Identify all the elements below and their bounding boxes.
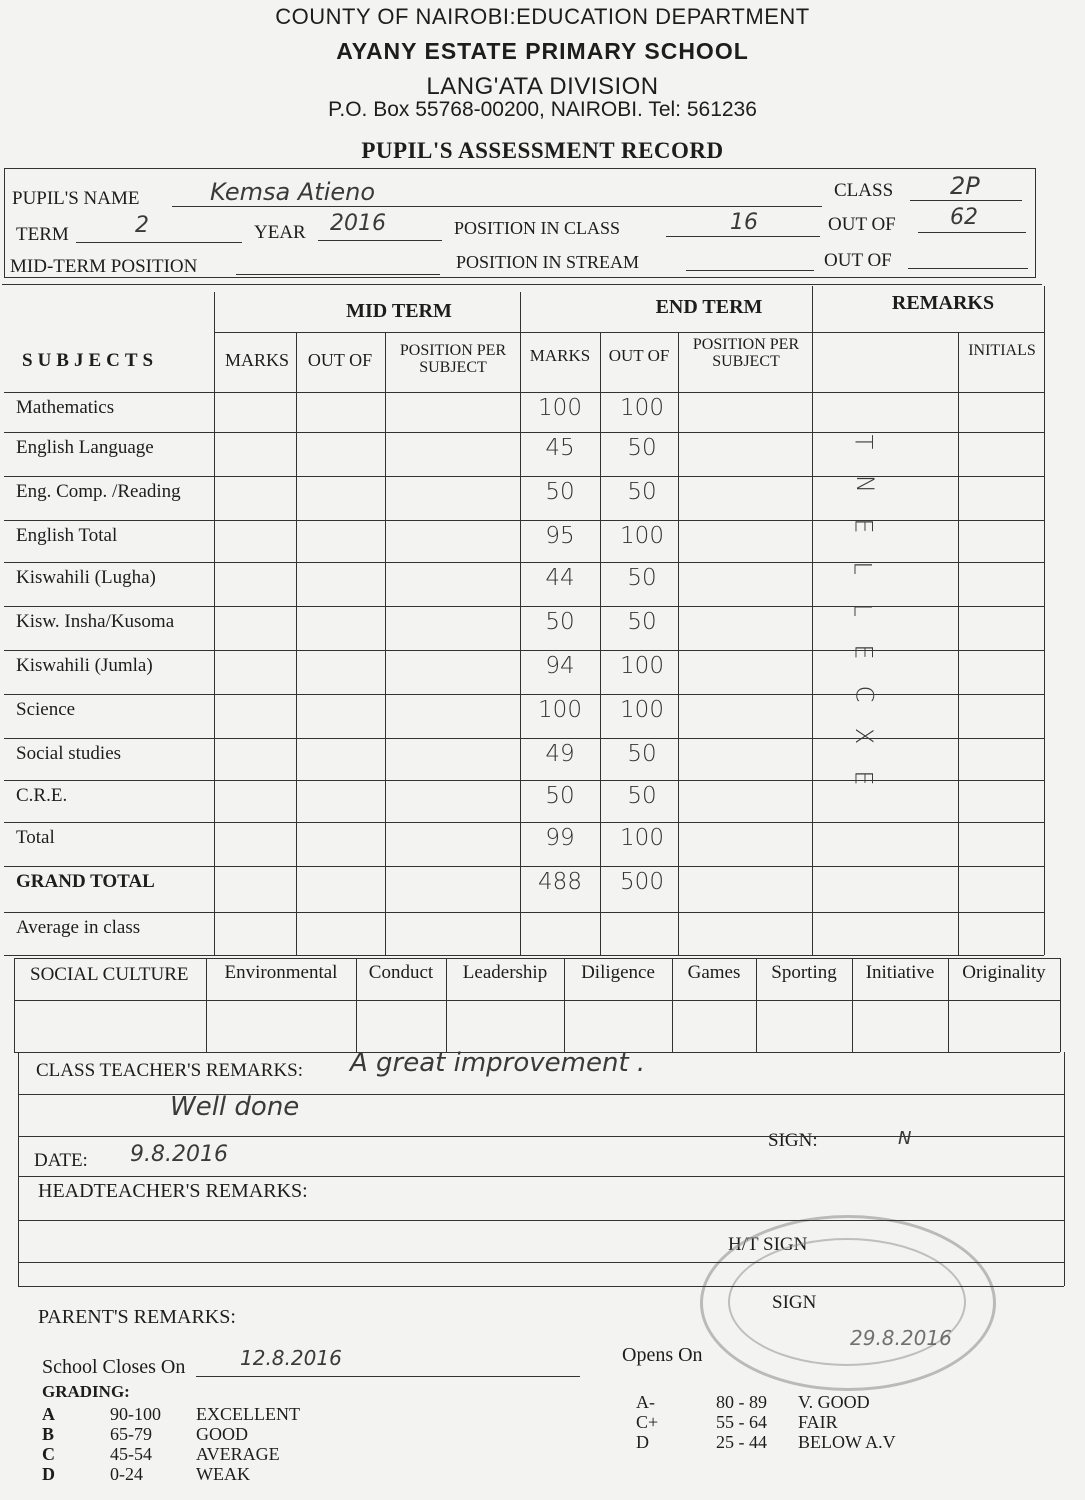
class-label: CLASS xyxy=(834,180,894,201)
table-row-line xyxy=(4,606,1044,607)
remark-letter-7: X xyxy=(850,727,879,745)
table-row-line xyxy=(4,650,1044,651)
grade-range-r-1: 55 - 64 xyxy=(716,1412,767,1432)
table-row-line xyxy=(4,476,1044,477)
table-row-line xyxy=(4,694,1044,695)
subject-2: Eng. Comp. /Reading xyxy=(16,481,181,502)
end-outof-7: 100 xyxy=(620,697,664,723)
end-marks-header: MARKS xyxy=(529,346,591,365)
remark-letter-8: E xyxy=(849,770,878,786)
subject-10: Total xyxy=(16,827,55,848)
end-outof-10: 100 xyxy=(620,825,664,851)
position-in-class-value: 16 xyxy=(730,210,758,235)
subject-3: English Total xyxy=(16,525,118,546)
class-teacher-remarks-label: CLASS TEACHER'S REMARKS: xyxy=(36,1060,304,1081)
social-culture-label: SOCIAL CULTURE xyxy=(30,964,189,985)
end-outof-0: 100 xyxy=(620,395,664,421)
mid-term-position-label: MID-TERM POSITION xyxy=(10,256,198,277)
grading-label: GRADING: xyxy=(42,1382,130,1401)
term-label: TERM xyxy=(16,224,69,245)
social-col-7: Originality xyxy=(962,962,1046,983)
remarks-line xyxy=(18,1286,1064,1287)
grade-desc-3: WEAK xyxy=(196,1464,250,1484)
remarks-line xyxy=(18,1136,1064,1137)
social-bottom-line xyxy=(14,1052,1060,1053)
end-position-line1: POSITION PER xyxy=(692,336,800,353)
grade-letter-r-1: C+ xyxy=(636,1412,659,1432)
end-marks-5: 50 xyxy=(545,609,575,635)
end-marks-6: 94 xyxy=(545,653,575,679)
table-row-line xyxy=(4,955,1044,956)
division: LANG'ATA DIVISION xyxy=(426,73,659,100)
remark-letter-6: C xyxy=(850,685,879,703)
table-vline xyxy=(296,332,297,955)
subject-0: Mathematics xyxy=(16,397,115,418)
grade-range-2: 45-54 xyxy=(110,1444,152,1464)
grade-range-r-2: 25 - 44 xyxy=(716,1432,767,1452)
date-value: 9.8.2016 xyxy=(130,1142,228,1167)
subject-6: Kiswahili (Jumla) xyxy=(16,655,153,676)
table-vline xyxy=(385,332,386,955)
year-label: YEAR xyxy=(254,222,306,243)
table-row-line xyxy=(4,780,1044,781)
table-row-line xyxy=(4,432,1044,433)
school-closes-value: 12.8.2016 xyxy=(240,1346,342,1370)
table-row-line xyxy=(4,392,1044,393)
social-col-5: Sporting xyxy=(771,962,837,983)
grade-desc-2: AVERAGE xyxy=(196,1444,280,1464)
table-vline xyxy=(958,332,959,955)
grade-range-r-0: 80 - 89 xyxy=(716,1392,767,1412)
subject-5: Kisw. Insha/Kusoma xyxy=(16,611,175,632)
remark-letter-4: L xyxy=(848,603,877,617)
social-vline xyxy=(1060,958,1061,1052)
end-position-line2: SUBJECT xyxy=(712,353,780,370)
county-title: COUNTY OF NAIROBI:EDUCATION DEPARTMENT xyxy=(275,4,810,29)
pupil-name-value: Kemsa Atieno xyxy=(210,178,376,206)
out-of-stream-label: OUT OF xyxy=(824,250,892,271)
grade-range-3: 0-24 xyxy=(110,1464,143,1484)
table-top-border xyxy=(2,284,1042,285)
year-value: 2016 xyxy=(330,211,386,236)
remarks-line xyxy=(18,1262,1064,1263)
table-row-line xyxy=(4,822,1044,823)
position-in-class-label: POSITION IN CLASS xyxy=(454,218,621,238)
subject-9: C.R.E. xyxy=(16,785,68,806)
term-value: 2 xyxy=(135,213,149,238)
initials-header: INITIALS xyxy=(968,342,1036,359)
social-col-4: Games xyxy=(687,962,741,983)
end-marks-0: 100 xyxy=(538,395,582,421)
social-top-line xyxy=(14,958,1060,959)
remark-letter-0: T xyxy=(849,434,878,450)
end-marks-1: 45 xyxy=(545,435,575,461)
table-row-line xyxy=(4,866,1044,867)
end-marks-9: 50 xyxy=(545,783,575,809)
end-position-header xyxy=(678,336,814,370)
end-outof-8: 50 xyxy=(627,741,657,767)
remarks-header: REMARKS xyxy=(891,292,995,314)
end-marks-2: 50 xyxy=(545,479,575,505)
end-term-header: END TERM xyxy=(655,296,763,318)
end-marks-10: 99 xyxy=(545,825,575,851)
social-vline xyxy=(14,958,15,1052)
grade-desc-r-2: BELOW A.V xyxy=(798,1432,896,1452)
table-row-line xyxy=(4,562,1044,563)
class-teacher-remark-line2: Well done xyxy=(170,1092,300,1122)
school-name: AYANY ESTATE PRIMARY SCHOOL xyxy=(336,38,749,64)
table-row-line xyxy=(4,520,1044,521)
out-of-label: OUT OF xyxy=(828,214,896,235)
end-marks-3: 95 xyxy=(545,523,575,549)
social-mid-line xyxy=(14,1000,1060,1001)
grade-desc-0: EXCELLENT xyxy=(196,1404,300,1424)
remark-letter-5: E xyxy=(849,644,878,660)
remark-letter-2: E xyxy=(849,518,878,534)
subject-1: English Language xyxy=(16,437,154,458)
end-marks-4: 44 xyxy=(545,565,575,591)
grade-range-1: 65-79 xyxy=(110,1424,152,1444)
school-closes-label: School Closes On xyxy=(42,1356,186,1378)
table-vline xyxy=(812,286,813,955)
table-row-line xyxy=(4,738,1044,739)
grade-desc-r-1: FAIR xyxy=(798,1412,838,1432)
end-outof-11: 500 xyxy=(620,869,664,895)
stamp-date: 29.8.2016 xyxy=(850,1326,952,1350)
address: P.O. Box 55768-00200, NAIROBI. Tel: 561236 xyxy=(328,98,757,121)
class-value: 2P xyxy=(950,172,980,200)
table-row-line xyxy=(4,912,1044,913)
ht-sign-label: H/T SIGN xyxy=(728,1234,808,1255)
end-outof-5: 50 xyxy=(627,609,657,635)
end-outof-2: 50 xyxy=(627,479,657,505)
grade-letter-2: C xyxy=(42,1444,55,1464)
grade-desc-1: GOOD xyxy=(196,1424,248,1444)
pupil-name-label: PUPIL'S NAME xyxy=(12,188,140,209)
social-col-1: Conduct xyxy=(368,962,434,983)
remarks-line xyxy=(18,1220,1064,1221)
date-label: DATE: xyxy=(34,1150,88,1171)
remarks-frame xyxy=(18,1052,19,1286)
mid-outof-header: OUT OF xyxy=(307,350,373,370)
table-vline xyxy=(678,332,679,955)
grade-desc-r-0: V. GOOD xyxy=(798,1392,870,1412)
subject-4: Kiswahili (Lugha) xyxy=(16,567,156,588)
position-in-stream-label: POSITION IN STREAM xyxy=(456,252,640,272)
subheader-line xyxy=(214,332,1044,333)
mid-term-header: MID TERM xyxy=(346,300,452,322)
mid-position-line2: SUBJECT xyxy=(419,359,487,376)
end-outof-3: 100 xyxy=(620,523,664,549)
social-col-0: Environmental xyxy=(224,962,338,983)
end-outof-9: 50 xyxy=(627,783,657,809)
end-outof-6: 100 xyxy=(620,653,664,679)
record-title: PUPIL'S ASSESSMENT RECORD xyxy=(361,138,724,163)
end-marks-8: 49 xyxy=(545,741,575,767)
sign-value: N xyxy=(898,1128,912,1149)
end-outof-1: 50 xyxy=(627,435,657,461)
sign-label: SIGN: xyxy=(768,1130,818,1151)
end-outof-header: OUT OF xyxy=(608,346,670,365)
mid-position-line1: POSITION PER xyxy=(399,342,507,359)
out-of-value: 62 xyxy=(950,205,978,230)
subjects-header: SUBJECTS xyxy=(22,350,159,371)
grade-letter-0: A xyxy=(42,1404,55,1424)
headteacher-remarks-label: HEADTEACHER'S REMARKS: xyxy=(38,1180,308,1202)
grade-letter-r-2: D xyxy=(636,1432,649,1452)
remark-letter-3: L xyxy=(848,561,877,575)
table-vline xyxy=(600,332,601,955)
remarks-line xyxy=(18,1094,1064,1095)
parent-sign-label: SIGN xyxy=(772,1292,817,1313)
social-col-2: Leadership xyxy=(462,962,548,983)
class-teacher-remark-line1: A great improvement . xyxy=(350,1048,646,1078)
grade-letter-r-0: A- xyxy=(636,1392,655,1412)
table-vline xyxy=(1044,286,1045,955)
social-col-6: Initiative xyxy=(865,962,935,983)
grade-range-0: 90-100 xyxy=(110,1404,161,1424)
end-marks-11: 488 xyxy=(538,869,582,895)
subject-11: GRAND TOTAL xyxy=(16,871,155,892)
subject-7: Science xyxy=(16,699,76,720)
subject-12: Average in class xyxy=(16,917,141,938)
subject-8: Social studies xyxy=(16,743,122,764)
remarks-frame xyxy=(1064,1052,1065,1286)
grade-letter-3: D xyxy=(42,1464,55,1484)
end-marks-7: 100 xyxy=(538,697,582,723)
grade-letter-1: B xyxy=(42,1424,55,1444)
mid-marks-header: MARKS xyxy=(224,350,290,370)
parents-remarks-label: PARENT'S REMARKS: xyxy=(38,1306,236,1328)
opens-on-label: Opens On xyxy=(622,1344,703,1366)
mid-position-header xyxy=(386,342,520,376)
social-col-3: Diligence xyxy=(581,962,655,983)
end-outof-4: 50 xyxy=(627,565,657,591)
remarks-line xyxy=(18,1176,1064,1177)
remark-letter-1: N xyxy=(850,475,879,493)
